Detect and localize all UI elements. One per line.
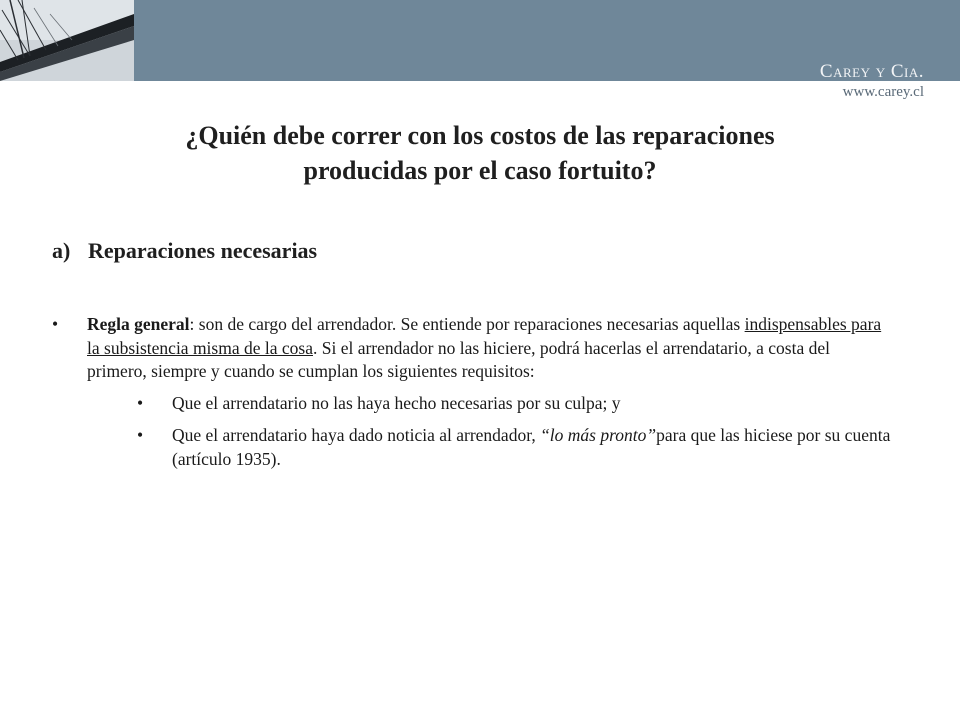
requirements-list [52,392,892,472]
section-marker: a) [52,238,71,263]
brand-name: Carey y Cia. [819,61,924,82]
page-title [100,118,860,188]
rule-block [52,313,892,480]
bridge-icon [0,0,134,81]
brand-url: www.carey.cl [842,84,924,100]
list-item [137,424,892,471]
rule-underlined-text: indispensables para la subsistencia misma de la cosa [87,314,882,358]
list-item [137,392,892,416]
requirement-text-before: Que el arrendatario haya dado noticia al arrendador, [172,425,541,445]
title-line-1: ¿Quién debe correr con los costos de las reparaciones [185,121,775,150]
requirement-text-after: para que las hiciese por su cuenta (artículo 1935). [172,425,891,469]
rule-paragraph [87,313,892,384]
requirement-text [172,424,892,471]
bullet-icon: • [137,392,144,413]
rule-item [52,313,892,384]
rule-text-2: . Si el arrendador no las hiciere, podrá hacerlas el arrendatario, a costa del primero, siempre y cuando se cumplan los siguientes requisitos: [87,337,830,381]
requirement-text: Que el arrendatario no las haya hecho necesarias por su culpa; y [172,392,621,413]
rule-text-1: : son de cargo del arrendador. Se entiende por reparaciones necesarias aquellas [189,314,745,334]
rule-label: Regla general [87,314,190,334]
section-heading-text: Reparaciones necesarias [88,238,318,263]
requirement-quote: “lo más pronto” [540,425,657,445]
bullet-icon: • [137,425,144,445]
bullet-icon: • [52,314,59,334]
section-heading [52,238,317,264]
title-line-2: producidas por el caso fortuito? [303,156,657,185]
header-band [0,0,960,81]
